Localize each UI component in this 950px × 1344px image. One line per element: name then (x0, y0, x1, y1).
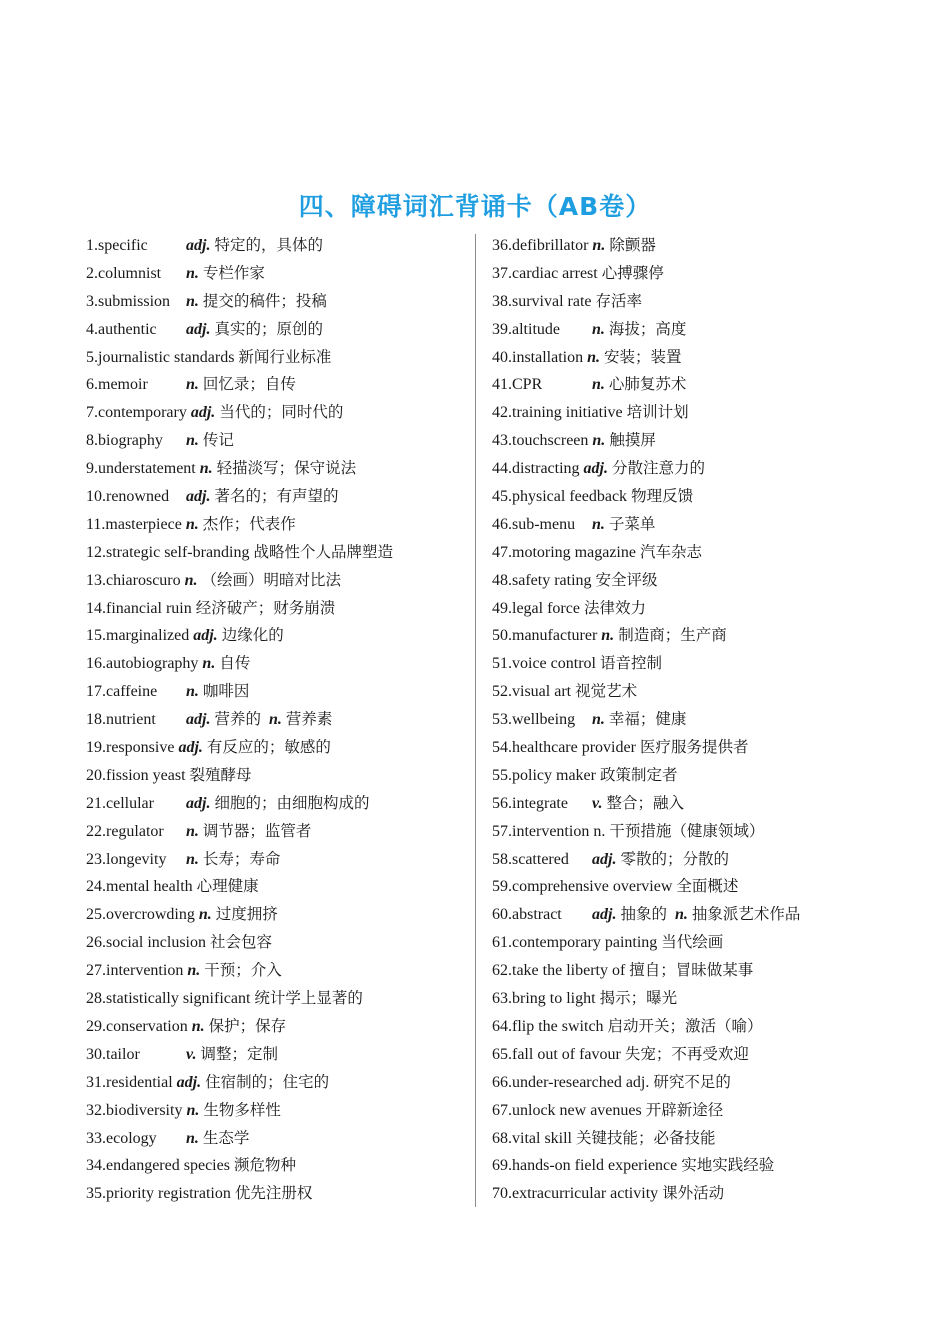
part-of-speech: n. (202, 655, 216, 673)
page-title: 四、障碍词汇背诵卡（AB卷） (298, 192, 652, 221)
vocab-term: 68.vital skill (492, 1129, 572, 1147)
vocab-entry (86, 762, 393, 790)
vocab-definition: 营养素 (285, 710, 333, 729)
part-of-speech: n. (592, 376, 605, 394)
vocab-term: 20.fission yeast (86, 766, 186, 784)
vocab-term: 26.social inclusion (86, 934, 206, 952)
vocab-definition: 濒危物种 (233, 1156, 296, 1175)
vocab-definition: 长寿；寿命 (202, 849, 281, 868)
vocab-entry (492, 1180, 800, 1208)
vocab-entry (492, 622, 800, 650)
part-of-speech: n. (186, 264, 199, 282)
vocab-definition: 幸福；健康 (608, 710, 687, 729)
vocab-term: 52.visual art (492, 683, 572, 701)
vocab-definition: 细胞的；由细胞构成的 (214, 793, 370, 812)
part-of-speech: n. (587, 348, 601, 366)
vocab-term: 58.scattered (492, 850, 569, 868)
vocab-entry (492, 288, 800, 316)
vocab-entry (492, 511, 800, 539)
vocab-term: 16.autobiography (86, 655, 199, 673)
vocab-term: 22.regulator (86, 822, 164, 840)
vocab-term: 37.cardiac arrest (492, 264, 598, 282)
vocab-term: 10.renowned (86, 488, 170, 506)
vocab-entry (86, 427, 393, 455)
vocab-definition: 特定的，具体的 (214, 236, 323, 254)
vocab-definition: 抽象的 (620, 905, 667, 924)
vocab-definition: 干预措施（健康领域） (609, 821, 765, 840)
vocab-term: 14.financial ruin (86, 599, 192, 617)
vocab-entry (86, 595, 393, 623)
vocab-entry (86, 873, 393, 901)
part-of-speech: n. (186, 292, 199, 310)
column-divider (475, 234, 476, 1207)
vocab-term: 2.columnist (86, 264, 162, 282)
vocab-definition: 抽象派艺术作品 (691, 905, 801, 924)
vocab-definition: 当代绘画 (661, 933, 724, 952)
vocab-term: 3.submission (86, 292, 171, 310)
vocab-entry (492, 539, 800, 567)
vocab-term: 57.intervention n. (492, 822, 606, 840)
vocab-definition: 真实的；原创的 (214, 319, 323, 338)
vocab-entry (492, 790, 800, 818)
vocab-definition: 培训计划 (626, 403, 689, 422)
vocab-term: 24.mental health (86, 878, 193, 896)
vocab-term: 59.comprehensive overview (492, 878, 673, 896)
vocab-entry (492, 399, 800, 427)
vocab-term: 35.priority registration (86, 1185, 231, 1203)
vocab-term: 7.contemporary (86, 404, 187, 422)
vocab-definition: 杰作；代表作 (202, 514, 296, 533)
vocab-entry (86, 818, 393, 846)
vocab-entry (492, 650, 800, 678)
vocab-definition: 启动开关；激活（喻） (607, 1016, 763, 1035)
vocab-term: 38.survival rate (492, 292, 592, 310)
vocab-term: 63.bring to light (492, 990, 596, 1008)
vocab-term: 5.journalistic standards (86, 348, 235, 366)
vocab-term: 29.conservation (86, 1017, 188, 1035)
part-of-speech: adj. (186, 237, 211, 254)
vocab-definition: 营养的 (214, 710, 261, 729)
vocab-entry (86, 344, 393, 372)
vocab-term: 65.fall out of favour (492, 1045, 621, 1063)
part-of-speech: n. (186, 850, 199, 868)
vocab-term: 61.contemporary painting (492, 934, 658, 952)
vocab-definition: 著名的；有声望的 (214, 487, 339, 506)
vocab-term: 47.motoring magazine (492, 543, 636, 561)
part-of-speech: adj. (186, 488, 211, 506)
vocab-entry (86, 371, 393, 399)
vocab-entry (86, 1041, 393, 1069)
vocab-entry (492, 901, 800, 929)
part-of-speech: v. (186, 1045, 197, 1063)
vocab-entry (492, 1152, 800, 1180)
part-of-speech: n. (268, 711, 282, 729)
vocab-definition: 揭示；曝光 (599, 989, 678, 1008)
part-of-speech: n. (186, 1101, 200, 1119)
vocab-definition: 自传 (219, 654, 251, 673)
vocab-term: 69.hands-on field experience (492, 1157, 678, 1175)
vocab-entry (86, 929, 393, 957)
part-of-speech: n. (187, 962, 201, 980)
vocab-definition: 擅自；冒昧做某事 (629, 961, 754, 980)
vocab-term: 64.flip the switch (492, 1017, 604, 1035)
vocab-definition: 调节器；监管者 (202, 821, 312, 840)
part-of-speech: n. (191, 1017, 205, 1035)
vocab-term: 32.biodiversity (86, 1101, 183, 1119)
vocab-entry (492, 762, 800, 790)
vocab-definition: 心搏骤停 (601, 263, 664, 282)
vocab-definition: 生物多样性 (203, 1100, 281, 1119)
part-of-speech: adj. (592, 850, 617, 868)
vocab-definition: 统计学上显著的 (254, 989, 363, 1008)
vocab-term: 48.safety rating (492, 571, 592, 589)
vocab-entry (86, 455, 393, 483)
vocab-entry (492, 818, 800, 846)
vocab-entry (492, 1069, 800, 1097)
vocab-term: 66.under-researched adj. (492, 1073, 650, 1091)
vocab-entry (492, 455, 800, 483)
part-of-speech: adj. (186, 711, 211, 729)
vocab-definition: 政策制定者 (599, 765, 678, 784)
part-of-speech: adj. (592, 906, 617, 924)
vocab-definition: 医疗服务提供者 (639, 738, 749, 757)
part-of-speech: n. (186, 683, 199, 701)
part-of-speech: n. (592, 237, 606, 254)
vocab-definition: 心理健康 (196, 877, 259, 896)
vocab-term: 55.policy maker (492, 766, 596, 784)
vocab-term: 56.integrate (492, 794, 568, 812)
vocab-entry (492, 567, 800, 595)
vocab-definition: 住宿制的；住宅的 (205, 1072, 330, 1091)
vocab-term: 41.CPR (492, 376, 543, 394)
vocab-entry (86, 1069, 393, 1097)
part-of-speech: adj. (186, 320, 211, 338)
vocab-definition: 保护；保存 (208, 1016, 287, 1035)
vocab-definition: 子菜单 (608, 514, 656, 533)
vocab-term: 51.voice control (492, 655, 596, 673)
vocab-term: 53.wellbeing (492, 711, 576, 729)
part-of-speech: adj. (190, 404, 216, 422)
vocab-entry (86, 846, 393, 874)
vocab-term: 31.residential (86, 1073, 173, 1091)
vocab-entry (86, 316, 393, 344)
vocab-definition: 新闻行业标准 (238, 347, 332, 366)
vocab-definition: 轻描淡写；保守说法 (216, 459, 357, 478)
vocab-column-right (492, 232, 800, 1208)
vocab-term: 18.nutrient (86, 711, 156, 729)
vocab-entry (492, 873, 800, 901)
vocab-definition: 海拔；高度 (608, 319, 687, 338)
vocab-term: 43.touchscreen (492, 432, 589, 450)
vocab-definition: 汽车杂志 (639, 542, 702, 561)
vocab-definition: 视觉艺术 (575, 682, 638, 701)
vocab-entry (86, 790, 393, 818)
vocab-definition: 提交的稿件；投稿 (202, 291, 327, 310)
vocab-term: 28.statistically significant (86, 990, 251, 1008)
part-of-speech: n. (198, 906, 212, 924)
vocab-definition: 专栏作家 (202, 263, 265, 282)
vocab-entry (86, 1125, 393, 1153)
vocab-term: 25.overcrowding (86, 906, 195, 924)
vocab-definition: 课外活动 (662, 1184, 725, 1203)
vocab-definition: 调整；定制 (200, 1044, 279, 1063)
vocab-entry (492, 957, 800, 985)
vocab-definition: 战略性个人品牌塑造 (253, 542, 394, 561)
vocab-entry (86, 1097, 393, 1125)
vocab-definition: 当代的；同时代的 (219, 403, 344, 422)
vocab-term: 36.defibrillator (492, 237, 589, 254)
part-of-speech: n. (186, 376, 199, 394)
vocab-term: 50.manufacturer (492, 627, 598, 645)
part-of-speech: n. (592, 320, 605, 338)
vocab-definition: 边缘化的 (221, 626, 284, 645)
vocab-entry (86, 985, 393, 1013)
vocab-definition: 语音控制 (599, 654, 662, 673)
part-of-speech: adj. (176, 1073, 202, 1091)
vocab-definition: 关键技能；必备技能 (576, 1128, 716, 1147)
part-of-speech: n. (592, 711, 605, 729)
vocab-term: 34.endangered species (86, 1157, 230, 1175)
vocab-entry (86, 678, 393, 706)
vocab-definition: 研究不足的 (653, 1072, 731, 1091)
vocab-entry (86, 232, 393, 260)
vocab-term: 33.ecology (86, 1129, 157, 1147)
vocab-entry (492, 1041, 800, 1069)
vocab-entry (492, 595, 800, 623)
part-of-speech: n. (199, 460, 213, 478)
vocab-definition: 整合；融入 (606, 793, 685, 812)
vocab-entry (492, 427, 800, 455)
vocab-column-left (86, 232, 393, 1208)
part-of-speech: n. (592, 432, 606, 450)
vocab-entry (492, 260, 800, 288)
part-of-speech: adj. (193, 627, 218, 645)
vocab-entry (492, 1013, 800, 1041)
vocab-term: 67.unlock new avenues (492, 1101, 642, 1119)
vocab-entry (86, 706, 393, 734)
part-of-speech: n. (186, 432, 199, 450)
vocab-term: 17.caffeine (86, 683, 158, 701)
vocab-entry (86, 1152, 393, 1180)
vocab-entry (492, 1125, 800, 1153)
vocab-definition: 有反应的；敏感的 (206, 738, 331, 757)
vocab-entry (86, 957, 393, 985)
vocab-definition: 触摸屏 (609, 431, 656, 450)
vocab-definition: 失宠；不再受欢迎 (624, 1044, 749, 1063)
vocab-entry (86, 399, 393, 427)
vocab-definition: 安装；装置 (604, 347, 682, 366)
vocab-term: 19.responsive (86, 739, 175, 757)
vocab-definition: 社会包容 (209, 933, 272, 952)
vocab-term: 13.chiaroscuro (86, 571, 181, 589)
vocab-entry (492, 929, 800, 957)
part-of-speech: n. (184, 571, 198, 589)
vocab-entry (86, 567, 393, 595)
vocab-term: 60.abstract (492, 906, 562, 924)
part-of-speech: n. (674, 906, 688, 924)
vocab-entry (492, 734, 800, 762)
vocab-term: 15.marginalized (86, 627, 190, 645)
vocab-definition: 全面概述 (676, 877, 739, 896)
vocab-definition: 回忆录；自传 (202, 375, 296, 394)
vocab-entry (492, 232, 800, 260)
vocab-entry (492, 316, 800, 344)
vocab-definition: 存活率 (595, 291, 643, 310)
vocab-term: 30.tailor (86, 1045, 140, 1063)
vocab-term: 11.masterpiece (86, 515, 182, 533)
vocab-term: 23.longevity (86, 850, 167, 868)
vocab-term: 1.specific (86, 237, 148, 254)
vocab-definition: 物理反馈 (631, 487, 694, 506)
vocab-definition: 传记 (202, 431, 234, 450)
part-of-speech: v. (592, 794, 603, 812)
vocab-definition: 开辟新途径 (645, 1100, 724, 1119)
vocab-term: 46.sub-menu (492, 515, 576, 533)
vocab-entry (86, 539, 393, 567)
vocab-entry (86, 622, 393, 650)
vocab-entry (492, 371, 800, 399)
vocab-definition: 咖啡因 (202, 682, 250, 701)
vocab-entry (86, 901, 393, 929)
part-of-speech: adj. (178, 739, 203, 757)
vocab-term: 42.training initiative (492, 404, 623, 422)
vocab-entry (492, 678, 800, 706)
part-of-speech: n. (601, 627, 615, 645)
part-of-speech: n. (186, 1129, 199, 1147)
vocab-term: 8.biography (86, 432, 163, 450)
vocab-entry (492, 846, 800, 874)
vocab-term: 27.intervention (86, 962, 184, 980)
vocab-entry (492, 344, 800, 372)
vocab-entry (86, 1180, 393, 1208)
vocab-definition: 零散的；分散的 (620, 849, 729, 868)
vocab-term: 45.physical feedback (492, 488, 628, 506)
vocab-definition: 分散注意力的 (612, 459, 706, 478)
vocab-entry (492, 1097, 800, 1125)
vocab-term: 49.legal force (492, 599, 580, 617)
vocab-term: 9.understatement (86, 460, 196, 478)
vocab-definition: 优先注册权 (234, 1184, 313, 1203)
vocab-definition: 过度拥挤 (215, 905, 278, 924)
part-of-speech: adj. (186, 794, 211, 812)
part-of-speech: n. (185, 515, 199, 533)
vocab-term: 70.extracurricular activity (492, 1185, 659, 1203)
vocab-term: 62.take the liberty of (492, 962, 626, 980)
vocab-definition: （绘画）明暗对比法 (201, 570, 342, 589)
vocab-definition: 干预；介入 (204, 961, 282, 980)
vocab-entry (492, 483, 800, 511)
vocab-definition: 安全评级 (595, 570, 658, 589)
vocab-definition: 除颤器 (609, 236, 656, 254)
vocab-entry (86, 734, 393, 762)
part-of-speech: n. (592, 515, 605, 533)
vocab-entry (86, 260, 393, 288)
vocab-definition: 经济破产；财务崩溃 (195, 598, 336, 617)
vocab-entry (86, 1013, 393, 1041)
vocab-entry (86, 483, 393, 511)
vocab-term: 4.authentic (86, 320, 157, 338)
vocab-definition: 裂殖酵母 (189, 765, 252, 784)
vocab-term: 39.altitude (492, 320, 560, 338)
vocab-definition: 实地实践经验 (681, 1156, 775, 1175)
vocab-definition: 制造商；生产商 (618, 626, 727, 645)
vocab-term: 12.strategic self-branding (86, 543, 250, 561)
vocab-definition: 心肺复苏术 (608, 375, 687, 394)
vocab-entry (86, 511, 393, 539)
vocab-term: 40.installation (492, 348, 584, 366)
vocab-entry (86, 650, 393, 678)
part-of-speech: n. (186, 822, 199, 840)
vocab-entry (492, 985, 800, 1013)
vocab-term: 54.healthcare provider (492, 739, 636, 757)
vocab-definition: 生态学 (202, 1128, 250, 1147)
vocab-term: 44.distracting (492, 460, 580, 478)
vocab-term: 6.memoir (86, 376, 148, 394)
vocab-entry (492, 706, 800, 734)
vocab-term: 21.cellular (86, 794, 154, 812)
vocab-entry (86, 288, 393, 316)
vocab-definition: 法律效力 (583, 598, 646, 617)
part-of-speech: adj. (583, 460, 608, 478)
